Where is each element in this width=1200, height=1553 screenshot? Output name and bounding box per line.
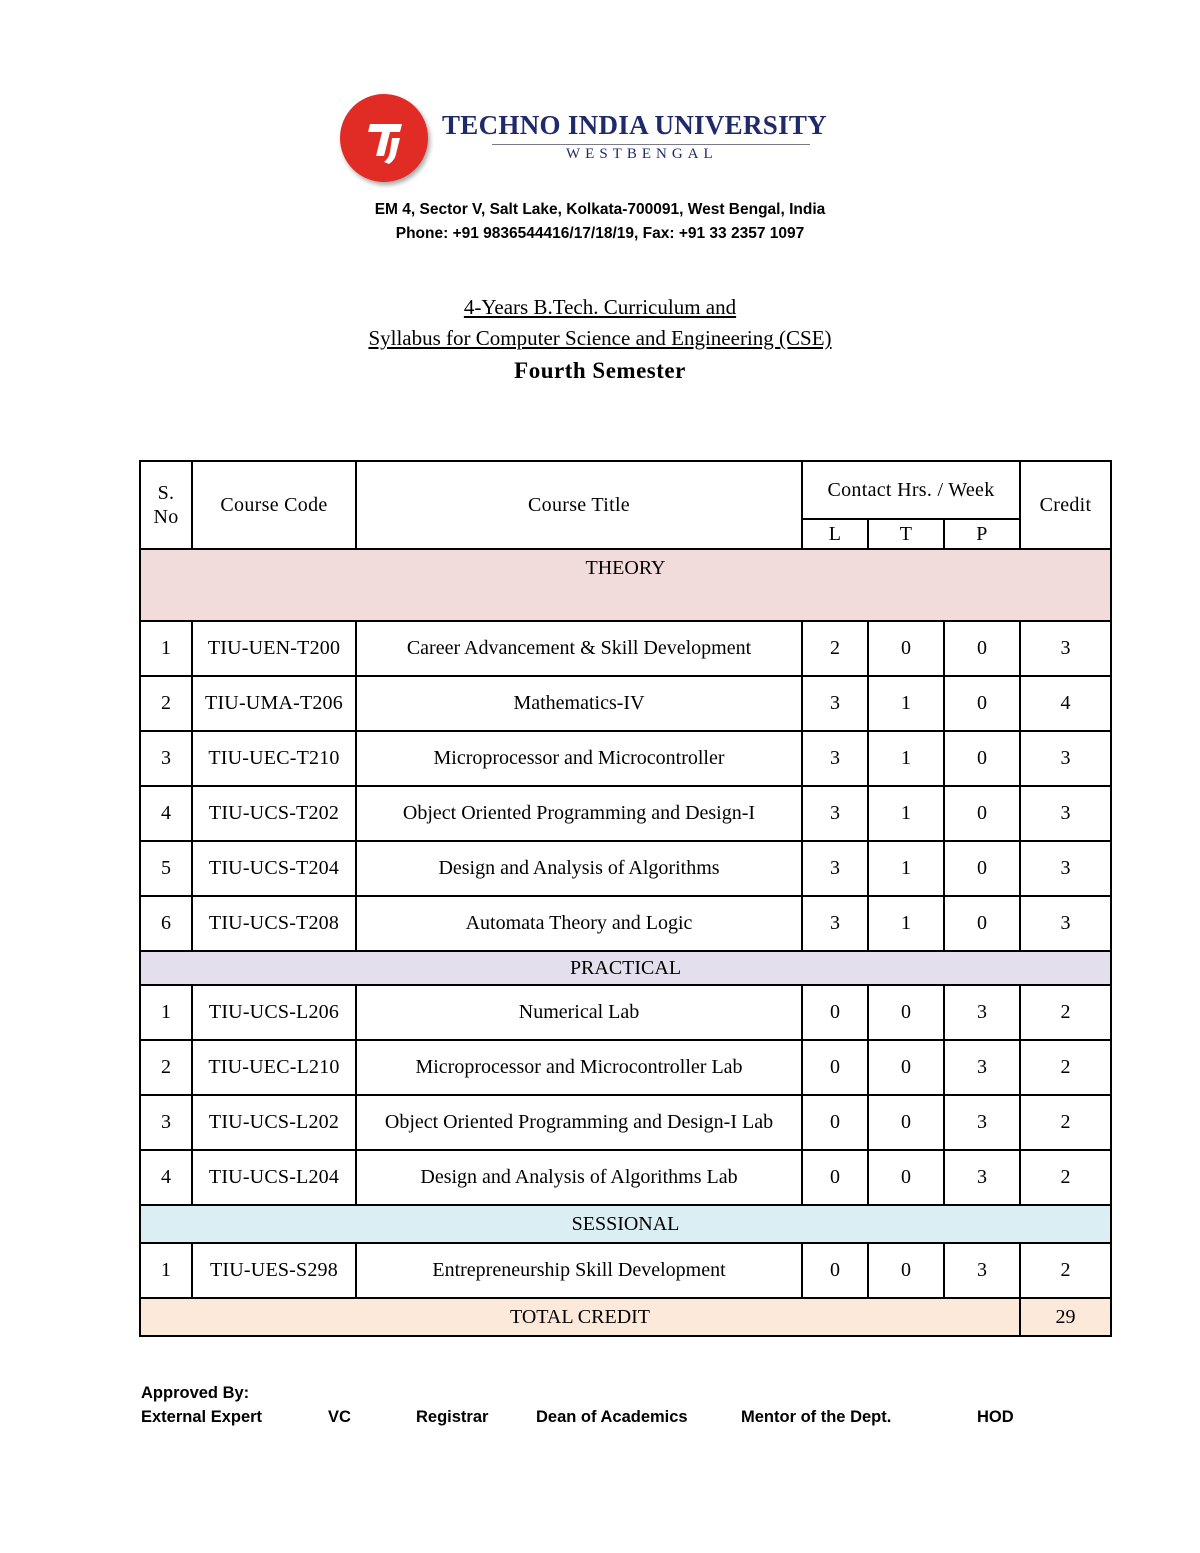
- header-contact-hours: Contact Hrs. / Week: [802, 461, 1020, 519]
- sno-cell: 1: [140, 1243, 192, 1298]
- sno-cell: 5: [140, 841, 192, 896]
- p-cell: 0: [944, 786, 1020, 841]
- table-row: [140, 896, 1111, 951]
- l-cell: 0: [802, 1095, 868, 1150]
- total-credit-value: 29: [1020, 1298, 1111, 1336]
- course-code-cell: TIU-UEC-L210: [192, 1040, 356, 1095]
- course-code-cell: TIU-UCS-T204: [192, 841, 356, 896]
- credit-cell: 3: [1020, 621, 1111, 676]
- l-cell: 3: [802, 676, 868, 731]
- total-credit-label: TOTAL CREDIT: [140, 1298, 1020, 1336]
- credit-cell: 2: [1020, 1095, 1111, 1150]
- sno-cell: 6: [140, 896, 192, 951]
- credit-cell: 2: [1020, 1040, 1111, 1095]
- p-cell: 0: [944, 621, 1020, 676]
- course-title-cell: Microprocessor and Microcontroller Lab: [356, 1040, 802, 1095]
- course-title-cell: Design and Analysis of Algorithms Lab: [356, 1150, 802, 1205]
- course-code-cell: TIU-UCS-L206: [192, 985, 356, 1040]
- course-title-cell: Mathematics-IV: [356, 676, 802, 731]
- p-cell: 3: [944, 1150, 1020, 1205]
- p-cell: 3: [944, 1095, 1020, 1150]
- signatory-hod: HOD: [977, 1408, 1014, 1426]
- course-code-cell: TIU-UMA-T206: [192, 676, 356, 731]
- p-cell: 3: [944, 1243, 1020, 1298]
- course-title-cell: Object Oriented Programming and Design-I: [356, 786, 802, 841]
- l-cell: 3: [802, 731, 868, 786]
- table-row: [140, 676, 1111, 731]
- course-title-cell: Entrepreneurship Skill Development: [356, 1243, 802, 1298]
- course-code-cell: TIU-UEN-T200: [192, 621, 356, 676]
- curriculum-title: 4-Years B.Tech. Curriculum and: [463, 295, 737, 319]
- university-name: TECHNO INDIA UNIVERSITY: [442, 110, 827, 140]
- course-title-cell: Microprocessor and Microcontroller: [356, 731, 802, 786]
- signatory-registrar: Registrar: [416, 1408, 489, 1426]
- credit-cell: 4: [1020, 676, 1111, 731]
- course-code-cell: TIU-UES-S298: [192, 1243, 356, 1298]
- total-row: [140, 1298, 1111, 1336]
- t-cell: 0: [868, 1150, 944, 1205]
- semester-title: Fourth Semester: [514, 358, 686, 383]
- l-cell: 0: [802, 1243, 868, 1298]
- p-cell: 3: [944, 1040, 1020, 1095]
- table-row: [140, 841, 1111, 896]
- course-title-cell: Numerical Lab: [356, 985, 802, 1040]
- university-subtitle: WESTBENGAL: [566, 146, 718, 162]
- course-title-cell: Automata Theory and Logic: [356, 896, 802, 951]
- section-sessional: SESSIONAL: [140, 1205, 1111, 1243]
- l-cell: 0: [802, 1150, 868, 1205]
- sno-cell: 3: [140, 1095, 192, 1150]
- p-cell: 0: [944, 731, 1020, 786]
- l-cell: 0: [802, 985, 868, 1040]
- course-code-cell: TIU-UCS-T202: [192, 786, 356, 841]
- course-table: [139, 460, 1112, 1337]
- credit-cell: 3: [1020, 731, 1111, 786]
- l-cell: 3: [802, 841, 868, 896]
- table-row: [140, 1243, 1111, 1298]
- course-code-cell: TIU-UCS-T208: [192, 896, 356, 951]
- header-p: P: [944, 519, 1020, 549]
- header-course-title: Course Title: [356, 461, 802, 549]
- header-credit: Credit: [1020, 461, 1111, 549]
- sno-cell: 1: [140, 621, 192, 676]
- syllabus-title: Syllabus for Computer Science and Engineering (CSE): [368, 326, 832, 350]
- sno-cell: 2: [140, 1040, 192, 1095]
- t-cell: 1: [868, 731, 944, 786]
- t-cell: 1: [868, 896, 944, 951]
- table-row: [140, 786, 1111, 841]
- course-code-cell: TIU-UCS-L204: [192, 1150, 356, 1205]
- course-title-cell: Object Oriented Programming and Design-I Lab: [356, 1095, 802, 1150]
- credit-cell: 2: [1020, 1243, 1111, 1298]
- t-cell: 1: [868, 841, 944, 896]
- p-cell: 0: [944, 841, 1020, 896]
- p-cell: 0: [944, 896, 1020, 951]
- p-cell: 3: [944, 985, 1020, 1040]
- credit-cell: 3: [1020, 896, 1111, 951]
- signatory-dean: Dean of Academics: [536, 1408, 688, 1426]
- sno-cell: 3: [140, 731, 192, 786]
- university-header: [0, 88, 1200, 198]
- course-code-cell: TIU-UEC-T210: [192, 731, 356, 786]
- contact-line: Phone: +91 9836544416/17/18/19, Fax: +91 33 2357 1097: [395, 225, 805, 242]
- sno-cell: 4: [140, 786, 192, 841]
- t-cell: 0: [868, 985, 944, 1040]
- table-row: [140, 1095, 1111, 1150]
- table-row: [140, 621, 1111, 676]
- logo-mark-icon: [340, 94, 428, 182]
- credit-cell: 2: [1020, 985, 1111, 1040]
- name-underline: [492, 144, 810, 145]
- address-line: EM 4, Sector V, Salt Lake, Kolkata-700091, West Bengal, India: [374, 201, 826, 218]
- t-cell: 0: [868, 1040, 944, 1095]
- table-row: [140, 731, 1111, 786]
- sno-cell: 2: [140, 676, 192, 731]
- sno-cell: 4: [140, 1150, 192, 1205]
- header-sno: S. No: [140, 461, 192, 549]
- course-title-cell: Design and Analysis of Algorithms: [356, 841, 802, 896]
- credit-cell: 3: [1020, 841, 1111, 896]
- l-cell: 3: [802, 896, 868, 951]
- t-cell: 0: [868, 1095, 944, 1150]
- credit-cell: 2: [1020, 1150, 1111, 1205]
- approved-by-label: Approved By:: [141, 1384, 250, 1402]
- header-course-code: Course Code: [192, 461, 356, 549]
- t-cell: 1: [868, 676, 944, 731]
- course-code-cell: TIU-UCS-L202: [192, 1095, 356, 1150]
- table-row: [140, 985, 1111, 1040]
- header-t: T: [868, 519, 944, 549]
- p-cell: 0: [944, 676, 1020, 731]
- l-cell: 2: [802, 621, 868, 676]
- course-title-cell: Career Advancement & Skill Development: [356, 621, 802, 676]
- university-logo: [340, 94, 428, 182]
- table-row: [140, 1150, 1111, 1205]
- table-row: [140, 1040, 1111, 1095]
- signatory-mentor: Mentor of the Dept.: [741, 1408, 892, 1426]
- section-theory: THEORY: [140, 549, 1111, 621]
- signatory-vc: VC: [328, 1408, 351, 1426]
- sno-cell: 1: [140, 985, 192, 1040]
- t-cell: 0: [868, 621, 944, 676]
- section-practical: PRACTICAL: [140, 951, 1111, 985]
- t-cell: 0: [868, 1243, 944, 1298]
- l-cell: 3: [802, 786, 868, 841]
- t-cell: 1: [868, 786, 944, 841]
- credit-cell: 3: [1020, 786, 1111, 841]
- signatory-external-expert: External Expert: [141, 1408, 263, 1426]
- l-cell: 0: [802, 1040, 868, 1095]
- header-l: L: [802, 519, 868, 549]
